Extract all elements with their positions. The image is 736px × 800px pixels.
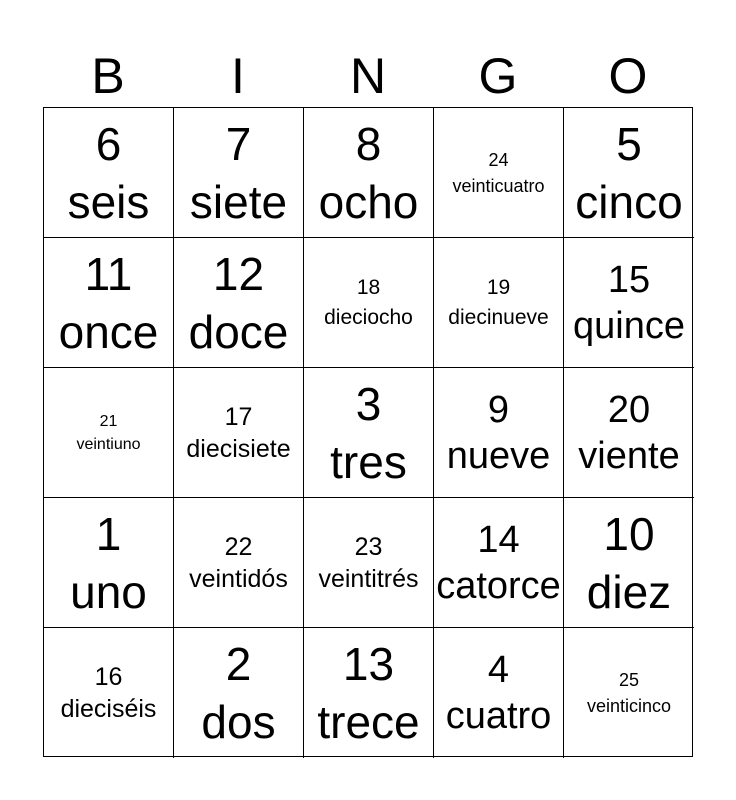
cell-word: dos [201,696,276,748]
cell-word: tres [330,435,407,488]
bingo-header [43,45,693,107]
bingo-cell-g-3[interactable] [434,368,564,498]
cell-number: 16 [94,663,123,691]
bingo-cell-b-4[interactable] [44,498,174,628]
cell-number: 10 [603,507,655,560]
cell-number: 23 [354,532,383,561]
cell-number: 25 [618,670,640,690]
cell-number: 24 [488,149,509,170]
header-letter-n: N [349,48,387,104]
header-letter-b: B [91,48,125,104]
bingo-cell-n-5[interactable] [304,628,434,758]
bingo-cell-o-2[interactable] [564,238,694,368]
cell-number: 13 [342,638,395,690]
bingo-cell-o-3[interactable] [564,368,694,498]
bingo-cell-n-1[interactable] [304,108,434,238]
cell-number: 14 [477,518,520,561]
cell-number: 7 [225,117,252,170]
cell-word: dieciocho [324,305,413,329]
cell-word: siete [189,175,288,228]
cell-word: cinco [575,175,683,228]
cell-word: uno [70,565,147,618]
cell-word: seis [67,175,150,228]
bingo-cell-g-4[interactable] [434,498,564,628]
bingo-cell-b-1[interactable] [44,108,174,238]
bingo-cell-o-5[interactable] [564,628,694,758]
cell-word: ocho [318,175,419,228]
cell-word: veintiuno [76,435,141,453]
cell-number: 12 [212,247,265,300]
bingo-cell-i-3[interactable] [174,368,304,498]
cell-word: catorce [436,564,561,607]
bingo-cell-g-1[interactable] [434,108,564,238]
cell-number: 15 [607,258,651,301]
cell-word: doce [188,305,289,358]
cell-word: once [58,305,159,358]
cell-number: 17 [224,402,253,431]
cell-number: 2 [225,638,252,690]
bingo-cell-b-2[interactable] [44,238,174,368]
bingo-cell-i-2[interactable] [174,238,304,368]
bingo-cell-g-2[interactable] [434,238,564,368]
cell-number: 9 [487,388,510,431]
bingo-cell-o-4[interactable] [564,498,694,628]
cell-word: trece [317,696,420,748]
cell-number: 19 [486,275,511,299]
cell-number: 3 [355,377,382,430]
cell-number: 8 [355,117,382,170]
bingo-cell-g-5[interactable] [434,628,564,758]
cell-number: 5 [616,117,642,170]
cell-word: veintitrés [318,564,419,593]
cell-word: nueve [446,434,551,477]
cell-number: 11 [84,247,133,300]
bingo-cell-i-1[interactable] [174,108,304,238]
cell-word: veinticinco [586,696,672,716]
cell-word: diez [586,565,672,618]
bingo-cell-o-1[interactable] [564,108,694,238]
cell-word: dieciséis [60,695,157,723]
cell-number: 21 [99,412,118,430]
bingo-cell-b-5[interactable] [44,628,174,758]
bingo-cell-n-2[interactable] [304,238,434,368]
cell-word: diecinueve [448,305,549,329]
cell-number: 1 [95,507,122,560]
cell-word: diecisiete [186,434,291,463]
cell-number: 20 [607,388,651,431]
bingo-cell-i-4[interactable] [174,498,304,628]
header-letter-i: I [231,48,245,104]
bingo-cell-n-3[interactable] [304,368,434,498]
header-letter-o: O [608,48,648,104]
cell-word: veinticuatro [452,175,545,196]
cell-word: quince [573,304,685,347]
cell-word: cuatro [445,695,552,737]
bingo-cell-i-5[interactable] [174,628,304,758]
cell-number: 6 [95,117,122,170]
bingo-cell-b-3[interactable] [44,368,174,498]
bingo-card-grid [43,107,693,757]
cell-word: veintidós [189,564,288,593]
cell-number: 18 [356,275,381,299]
header-letter-g: G [478,48,518,104]
cell-number: 22 [224,532,253,561]
cell-word: viente [578,434,680,477]
cell-number: 4 [487,649,510,691]
bingo-cell-n-4[interactable] [304,498,434,628]
